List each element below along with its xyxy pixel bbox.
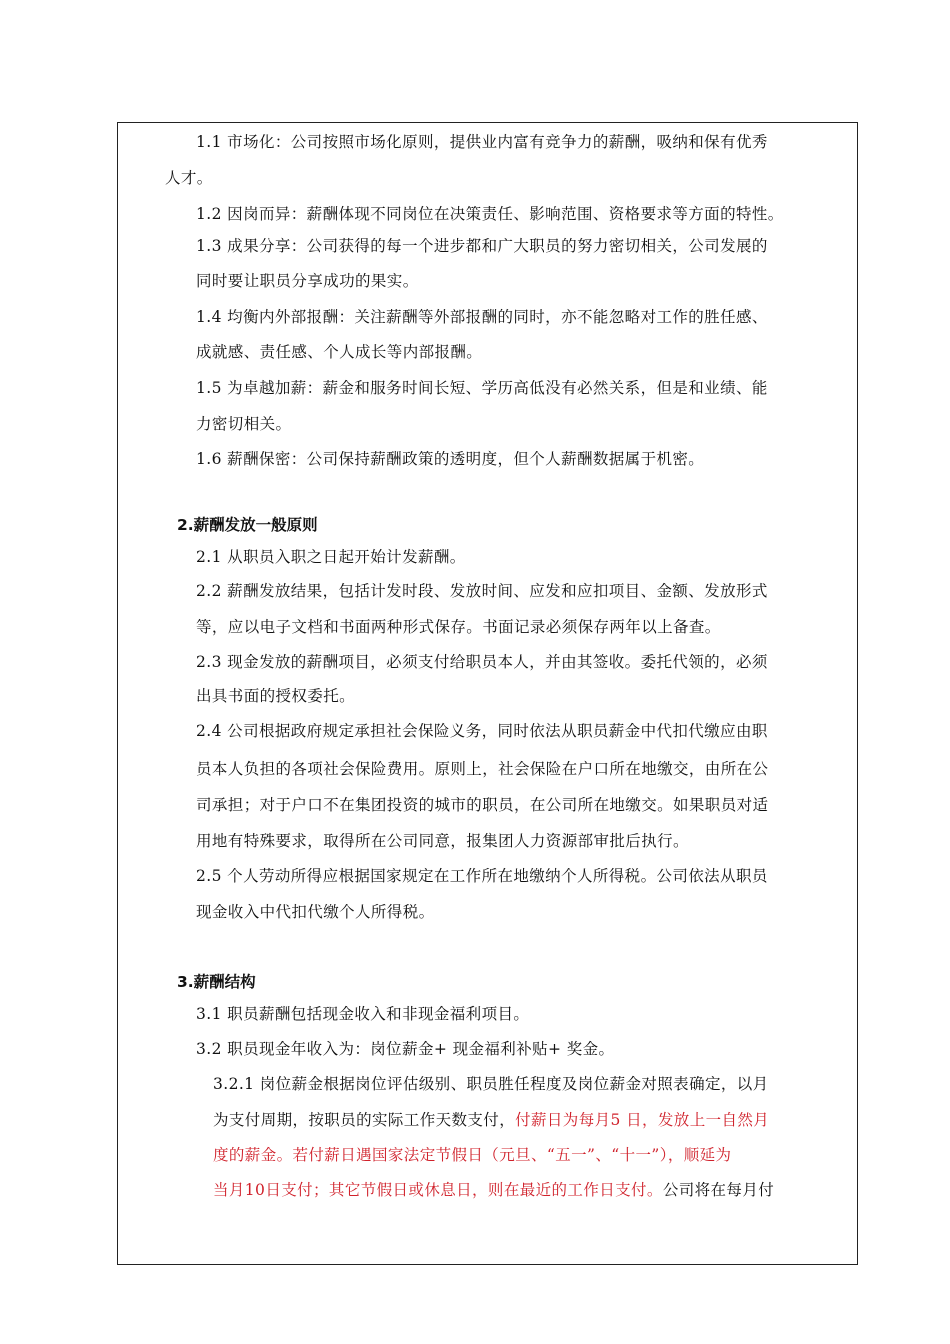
line-text-black: 为支付周期，按职员的实际工作天数支付，	[213, 1111, 516, 1129]
paragraph-line: 司承担；对于户口不在集团投资的城市的职员，在公司所在地缴交。如果职员对适	[196, 796, 769, 814]
paragraph-line: 2.3 现金发放的薪酬项目，必须支付给职员本人，并由其签收。委托代领的，必须	[196, 653, 768, 671]
section-heading: 2.薪酬发放一般原则	[177, 516, 318, 534]
paragraph-line: 成就感、责任感、个人成长等内部报酬。	[196, 343, 483, 361]
paragraph-line: 3.2 职员现金年收入为：岗位薪金+ 现金福利补贴+ 奖金。	[196, 1040, 615, 1058]
paragraph-line: 力密切相关。	[196, 415, 292, 433]
paragraph-line: 1.1 市场化：公司按照市场化原则，提供业内富有竞争力的薪酬，吸纳和保有优秀	[196, 133, 768, 151]
paragraph-line: 用地有特殊要求，取得所在公司同意，报集团人力资源部审批后执行。	[196, 832, 689, 850]
paragraph-line: 1.6 薪酬保密：公司保持薪酬政策的透明度，但个人薪酬数据属于机密。	[196, 450, 705, 468]
paragraph-line: 1.3 成果分享：公司获得的每一个进步都和广大职员的努力密切相关，公司发展的	[196, 237, 768, 255]
paragraph-line: 2.4 公司根据政府规定承担社会保险义务，同时依法从职员薪金中代扣代缴应由职	[196, 722, 768, 740]
paragraph-line: 员本人负担的各项社会保险费用。原则上，社会保险在户口所在地缴交，由所在公	[196, 760, 769, 778]
paragraph-line-mixed	[213, 1180, 774, 1200]
paragraph-line: 1.2 因岗而异：薪酬体现不同岗位在决策责任、影响范围、资格要求等方面的特性。	[196, 205, 784, 223]
paragraph-line: 等，应以电子文档和书面两种形式保存。书面记录必须保存两年以上备查。	[196, 618, 721, 636]
paragraph-line: 2.1 从职员入职之日起开始计发薪酬。	[196, 548, 466, 566]
paragraph-line: 出具书面的授权委托。	[196, 687, 356, 705]
paragraph-line: 3.2.1 岗位薪金根据岗位评估级别、职员胜任程度及岗位薪金对照表确定，以月	[213, 1075, 769, 1093]
highlighted-text: 当月10日支付；其它节假日或休息日，则在最近的工作日支付。	[213, 1181, 663, 1199]
highlighted-text: 付薪日为每月5 日，发放上一自然月	[515, 1111, 770, 1129]
paragraph-line: 2.2 薪酬发放结果，包括计发时段、发放时间、应发和应扣项目、金额、发放形式	[196, 582, 768, 600]
section-heading: 3.薪酬结构	[177, 973, 256, 991]
paragraph-line: 1.5 为卓越加薪：薪金和服务时间长短、学历高低没有必然关系，但是和业绩、能	[196, 379, 768, 397]
paragraph-line: 现金收入中代扣代缴个人所得税。	[196, 903, 435, 921]
paragraph-line: 3.1 职员薪酬包括现金收入和非现金福利项目。	[196, 1005, 530, 1023]
paragraph-line: 同时要让职员分享成功的果实。	[196, 272, 419, 290]
paragraph-line: 人才。	[165, 169, 213, 187]
paragraph-line: 2.5 个人劳动所得应根据国家规定在工作所在地缴纳个人所得税。公司依法从职员	[196, 867, 768, 885]
line-text-black: 公司将在每月付	[662, 1181, 775, 1199]
paragraph-line: 1.4 均衡内外部报酬：关注薪酬等外部报酬的同时，亦不能忽略对工作的胜任感、	[196, 308, 768, 326]
highlighted-line: 度的薪金。若付薪日遇国家法定节假日（元旦、“五一”、“十一”），顺延为	[213, 1146, 732, 1164]
paragraph-line-mixed	[213, 1110, 769, 1130]
